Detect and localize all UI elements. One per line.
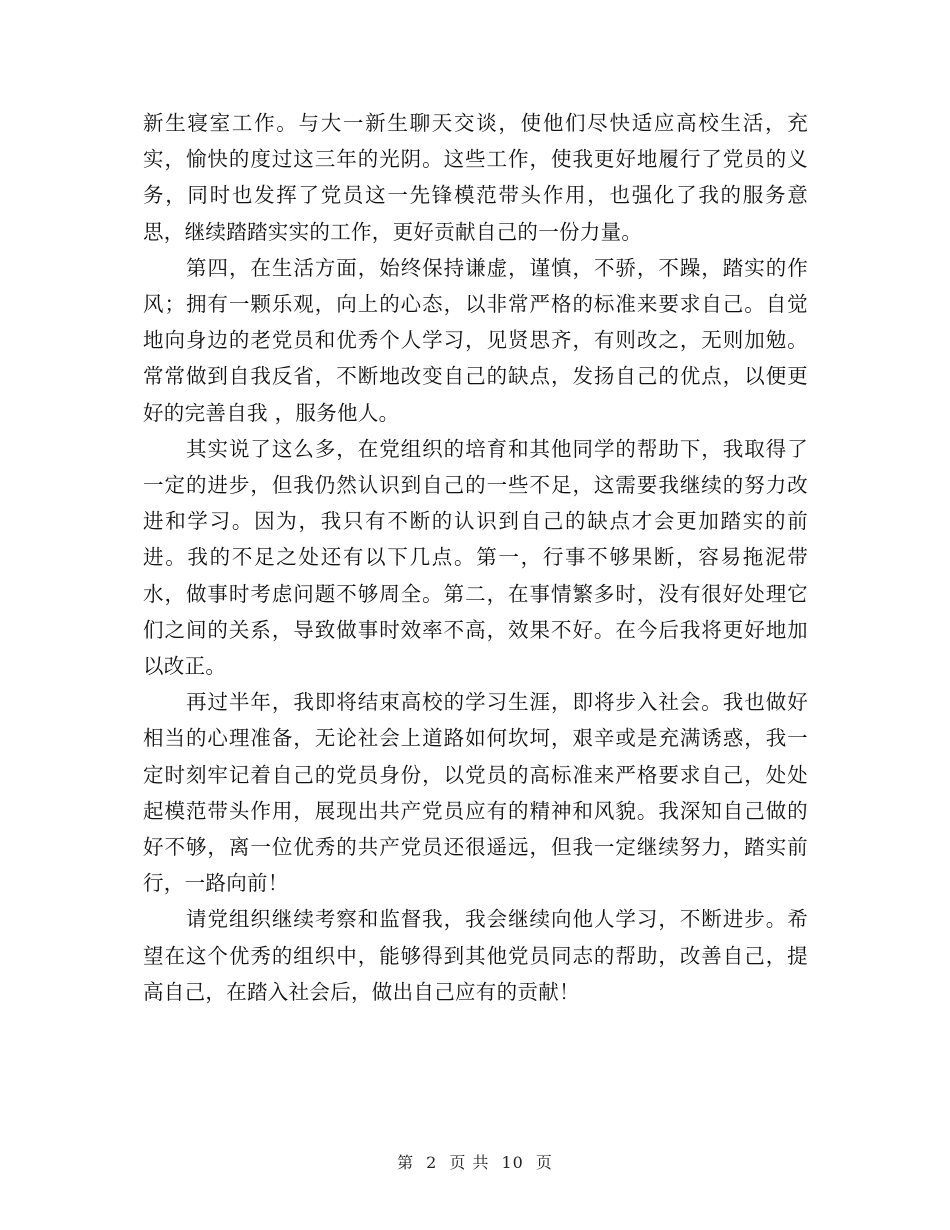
paragraph-5: 请党组织继续考察和监督我，我会继续向他人学习，不断进步。希望在这个优秀的组织中，能够得到其他党员同志的帮助，改善自己，提高自己，在踏入社会后，做出自己应有的贡献！ <box>143 907 808 1004</box>
paragraph-3: 其实说了这么多，在党组织的培育和其他同学的帮助下，我取得了一定的进步，但我仍然认识到自己的一些不足，这需要我继续的努力改进和学习。因为，我只有不断的认识到自己的缺点才会更加踏实的前进。我的不足之处还有以下几点。第一，行事不够果断，容易拖泥带水，做事时考虑问题不够周全。第二，在事情繁多时，没有很好处理它们之间的关系，导致做事时效率不高，效果不好。在今后我将更好地加以改正。 <box>143 436 808 679</box>
footer-current-page: 2 <box>426 1153 438 1172</box>
footer-total-pages: 10 <box>501 1153 524 1172</box>
document-body <box>143 105 808 1010</box>
footer-suffix: 页 <box>535 1153 553 1172</box>
page-footer <box>0 1150 950 1173</box>
paragraph-4: 再过半年，我即将结束高校的学习生涯，即将步入社会。我也做好相当的心理准备，无论社会上道路如何坎坷，艰辛或是充满诱惑，我一定时刻牢记着自己的党员身份，以党员的高标准来严格要求自己，处处起模范带头作用，展现出共产党员应有的精神和风貌。我深知自己做的好不够，离一位优秀的共产党员还很遥远，但我一定继续努力，踏实前行，一路向前！ <box>143 690 808 896</box>
paragraph-2: 第四，在生活方面，始终保持谦虚，谨慎，不骄，不躁，踏实的作风；拥有一颗乐观，向上的心态，以非常严格的标准来要求自己。自觉地向身边的老党员和优秀个人学习，见贤思齐，有则改之，无则加勉。常常做到自我反省，不断地改变自己的缺点，发扬自己的优点，以便更好的完善自我 ，服务他人。 <box>143 255 808 425</box>
footer-prefix: 第 <box>397 1153 415 1172</box>
paragraph-1: 新生寝室工作。与大一新生聊天交谈，使他们尽快适应高校生活，充实，愉快的度过这三年的光阴。这些工作，使我更好地履行了党员的义务，同时也发挥了党员这一先锋模范带头作用，也强化了我的服务意思，继续踏踏实实的工作，更好贡献自己的一份力量。 <box>143 111 808 244</box>
footer-middle: 页 共 <box>449 1153 490 1172</box>
